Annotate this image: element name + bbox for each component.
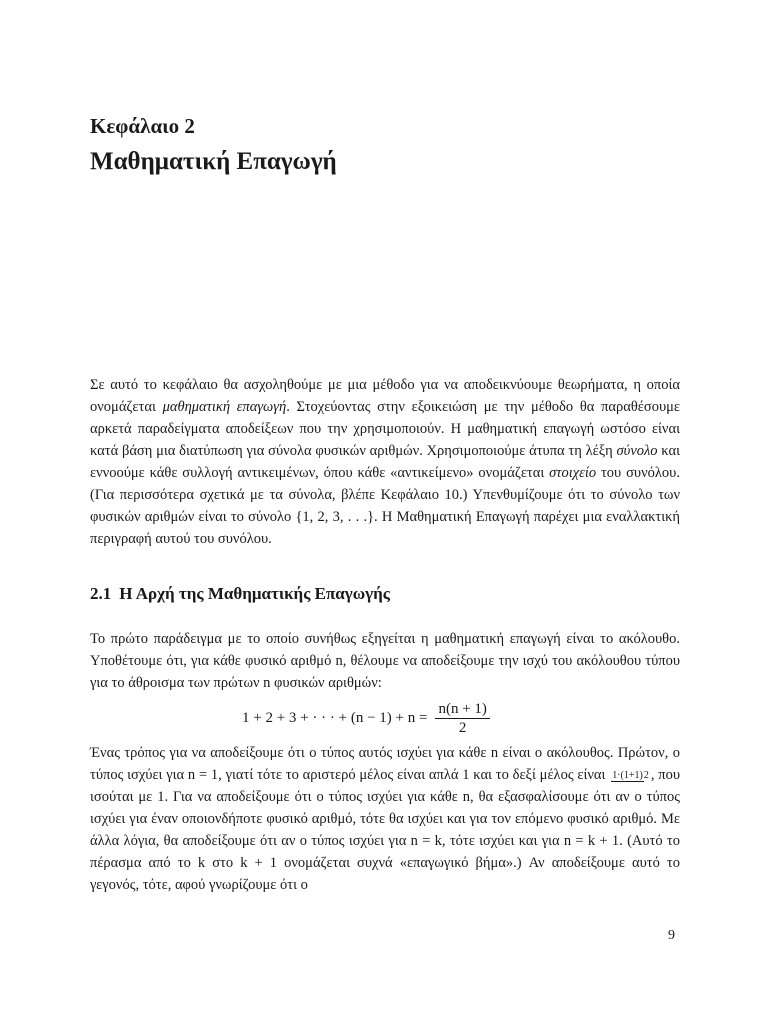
intro-text-2: . Στοχεύοντας στην εξοικειώση με την μέθοδο θα παραθέσουμε αρκετά παραδείγματα αποδείξεων που την χρησιμοποιούν. Η μαθηματική επαγωγή ωστόσο είναι κατά βάση μια διατύπωση για σύνολα φυσικών αριθμών. Χρησιμοποιούμε άτυπα τη λέξη (90, 399, 680, 459)
inline-fraction-numerator: 1·(1+1) (612, 769, 643, 781)
equation-numerator: n(n + 1) (435, 700, 489, 719)
chapter-label: Κεφάλαιο 2 (90, 114, 195, 138)
intro-text-3: και εννοούμε κάθε συλλογή αντικειμένων, όπου κάθε «αντικείμενο» ονομάζεται (90, 443, 680, 481)
paragraph-2-text-2: , που ισούται με 1. Για να αποδείξουμε ότι ο τύπος ισχύει για κάθε n, θα εξασφαλίσουμε ότι αν ο τύπος ισχύει για έναν οποιονδήποτε φυσικό αριθμό, τότε θα ισχύει και για τον επόμενο φυσικό αριθμό. Με άλλα λόγια, θα αποδείξουμε ότι αν ο τύπος ισχύει για n = k, τότε ισχύει και για n = k + 1. (Αυτό το πέρασμα από το k στο k + 1 ονομάζεται συχνά «επαγωγικό βήμα».) Αν αποδείξουμε αυτό το γεγονός, τότε, αφού γνωρίζουμε ότι ο (90, 767, 681, 893)
section-title: Η Αρχή της Μαθηματικής Επαγωγής (119, 584, 390, 603)
display-equation (242, 698, 492, 738)
equation-denominator: 2 (458, 719, 467, 736)
intro-emphasis-element: στοιχείο (549, 465, 597, 481)
intro-emphasis-set: σύνολο (616, 443, 658, 459)
chapter-title: Μαθηματική Επαγωγή (90, 148, 337, 175)
inline-fraction (611, 770, 649, 781)
intro-text-1: Σε αυτό το κεφάλαιο θα ασχοληθούμε με μια μέθοδο για να αποδεικνύουμε θεωρήματα, η οποία ονομάζεται (90, 377, 680, 415)
paragraph-2-text-1: Ένας τρόπος για να αποδείξουμε ότι ο τύπος αυτός ισχύει για κάθε n είναι ο ακόλουθος. Πρώτον, ο τύπος ισχύει για n = 1, γιατί τότε το αριστερό μέλος είναι απλά 1 και το δεξί μέλος είναι (90, 745, 680, 783)
section-paragraph-1: Το πρώτο παράδειγμα με το οποίο συνήθως εξηγείται η μαθηματική επαγωγή είναι το ακόλουθο. Υποθέτουμε ότι, για κάθε φυσικό αριθμό n, θέλουμε να αποδείξουμε την ισχύ του ακόλουθου τύπου για το άθροισμα των πρώτων n φυσικών αριθμών: (90, 631, 680, 691)
page-number: 9 (668, 928, 675, 943)
section-paragraph-2 (90, 742, 680, 896)
equation-fraction (435, 700, 489, 737)
intro-paragraph (90, 374, 680, 550)
intro-emphasis-induction: μαθηματική επαγωγή (162, 399, 287, 415)
section-number: 2.1 (90, 584, 112, 603)
equation-left-side: 1 + 2 + 3 + · · · + (n − 1) + n = (242, 710, 428, 726)
section-heading (90, 582, 390, 606)
intro-text-4: του συνόλου. (Για περισσότερα σχετικά με τα σύνολα, βλέπε Κεφάλαιο 10.) Υπενθυμίζουμε ότι το σύνολο των φυσικών αριθμών είναι το σύνολο {1, 2, 3, . . .}. Η Μαθηματική Επαγωγή παρέχει μια εναλλακτική περιγραφή αυτού του συνόλου. (90, 465, 680, 547)
inline-fraction-denominator: 2 (643, 769, 649, 781)
